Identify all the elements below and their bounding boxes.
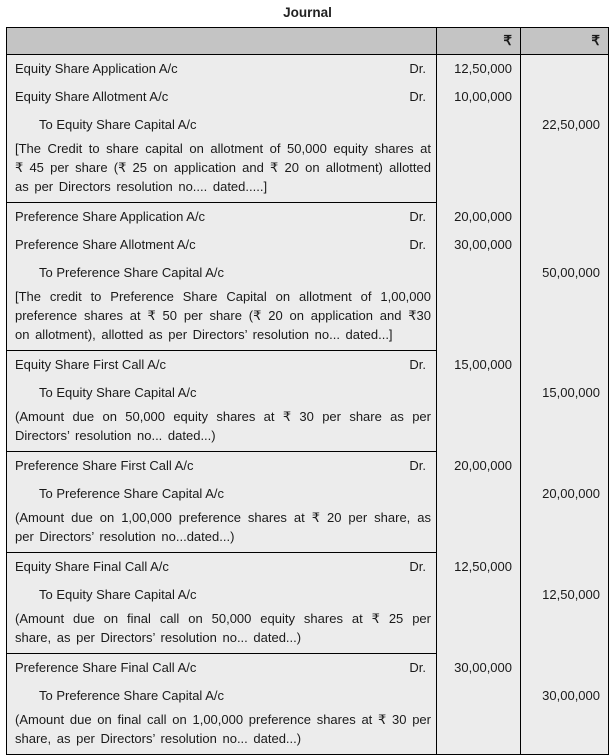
dr-label: Dr. [409, 89, 426, 104]
credit-amount-cell: 30,00,000 [520, 682, 608, 709]
debit-amount-cell: 12,50,000 [436, 553, 520, 581]
credit-amount-cell [520, 608, 608, 654]
credit-amount-cell: 20,00,000 [520, 480, 608, 507]
credit-amount-cell: 12,50,000 [520, 581, 608, 608]
journal-entry-line [7, 452, 436, 480]
debit-amount-cell [436, 608, 520, 654]
credit-amount-cell [520, 231, 608, 259]
credit-amount-cell [520, 654, 608, 682]
journal-credit-line: To Preference Share Capital A/c [39, 265, 224, 280]
debit-amount-cell [436, 709, 520, 754]
credit-amount-cell: 50,00,000 [520, 259, 608, 286]
credit-amount-cell [520, 452, 608, 480]
dr-label: Dr. [409, 559, 426, 574]
debit-amount-cell [436, 507, 520, 553]
account-name: Preference Share Final Call A/c [15, 660, 197, 675]
rupee-symbol-debit: ₹ [503, 33, 512, 48]
journal-narrative: (Amount due on final call on 50,000 equity shares at ₹ 25 per share, as per Directors’ resolution no... dated...) [7, 608, 436, 654]
debit-amount-cell [436, 379, 520, 406]
credit-amount-cell [520, 138, 608, 203]
journal-narrative: (Amount due on 50,000 equity shares at ₹ 30 per share as per Directors’ resolution no... dated...) [7, 406, 436, 452]
dr-label: Dr. [409, 61, 426, 76]
journal-entry-line [7, 553, 436, 581]
page-title: Journal [283, 5, 332, 20]
account-name: Preference Share Allotment A/c [15, 237, 196, 252]
debit-amount-cell: 12,50,000 [436, 55, 520, 83]
journal-entry-line [7, 203, 436, 231]
debit-amount-cell: 20,00,000 [436, 203, 520, 231]
credit-amount-cell: 22,50,000 [520, 111, 608, 138]
journal-entry-line [7, 654, 436, 682]
account-name: Equity Share Final Call A/c [15, 559, 169, 574]
credit-amount-cell [520, 351, 608, 379]
journal-narrative: (Amount due on 1,00,000 preference shares at ₹ 20 per share, as per Directors’ resolution no...dated...) [7, 507, 436, 553]
debit-amount-cell [436, 682, 520, 709]
debit-amount-cell: 30,00,000 [436, 231, 520, 259]
dr-label: Dr. [409, 209, 426, 224]
journal-credit-line: To Preference Share Capital A/c [39, 486, 224, 501]
debit-amount-cell: 10,00,000 [436, 83, 520, 111]
journal-table [6, 27, 609, 755]
journal-entry-line [7, 231, 436, 259]
account-name: Preference Share First Call A/c [15, 458, 194, 473]
journal-entry-line [7, 351, 436, 379]
debit-amount-cell [436, 406, 520, 452]
credit-amount-cell [520, 203, 608, 231]
credit-amount-cell [520, 286, 608, 351]
journal-credit-line: To Equity Share Capital A/c [39, 587, 197, 602]
debit-amount-cell [436, 259, 520, 286]
dr-label: Dr. [409, 458, 426, 473]
debit-amount-cell [436, 111, 520, 138]
debit-amount-cell: 15,00,000 [436, 351, 520, 379]
journal-narrative: [The Credit to share capital on allotment of 50,000 equity shares at ₹ 45 per share (₹ 25 on application and ₹ 20 on allotment) allotted as per Directors resolution no.... dated.....] [7, 138, 436, 203]
credit-amount-cell [520, 507, 608, 553]
debit-amount-cell [436, 581, 520, 608]
journal-header-row [7, 28, 608, 55]
journal-narrative: [The credit to Preference Share Capital on allotment of 1,00,000 preference shares at ₹ 50 per share (₹ 20 on application and ₹30 on allotment), allotted as per Directors’ resolution no... dated...] [7, 286, 436, 351]
account-name: Equity Share Application A/c [15, 61, 178, 76]
header-particulars-cell [7, 28, 436, 55]
dr-label: Dr. [409, 660, 426, 675]
journal-body [7, 55, 608, 754]
journal-credit-line: To Preference Share Capital A/c [39, 688, 224, 703]
credit-amount-cell: 15,00,000 [520, 379, 608, 406]
journal-narrative: (Amount due on final call on 1,00,000 preference shares at ₹ 30 per share, as per Directors’ resolution no... dated...) [15, 712, 431, 746]
credit-amount-cell [520, 55, 608, 83]
debit-amount-cell: 30,00,000 [436, 654, 520, 682]
account-name: Preference Share Application A/c [15, 209, 206, 224]
journal-credit-line: To Equity Share Capital A/c [39, 385, 197, 400]
journal-credit-line: To Equity Share Capital A/c [39, 117, 197, 132]
credit-amount-cell [520, 553, 608, 581]
journal-entry-line [7, 55, 436, 83]
dr-label: Dr. [409, 357, 426, 372]
header-credit-cell [520, 28, 608, 55]
debit-amount-cell [436, 138, 520, 203]
dr-label: Dr. [409, 237, 426, 252]
credit-amount-cell [520, 83, 608, 111]
account-name: Equity Share First Call A/c [15, 357, 166, 372]
debit-amount-cell [436, 480, 520, 507]
debit-amount-cell [436, 286, 520, 351]
journal-entry-line [7, 83, 436, 111]
account-name: Equity Share Allotment A/c [15, 89, 169, 104]
rupee-symbol-credit: ₹ [591, 33, 600, 48]
credit-amount-cell [520, 406, 608, 452]
credit-amount-cell [520, 709, 608, 754]
header-debit-cell [436, 28, 520, 55]
debit-amount-cell: 20,00,000 [436, 452, 520, 480]
